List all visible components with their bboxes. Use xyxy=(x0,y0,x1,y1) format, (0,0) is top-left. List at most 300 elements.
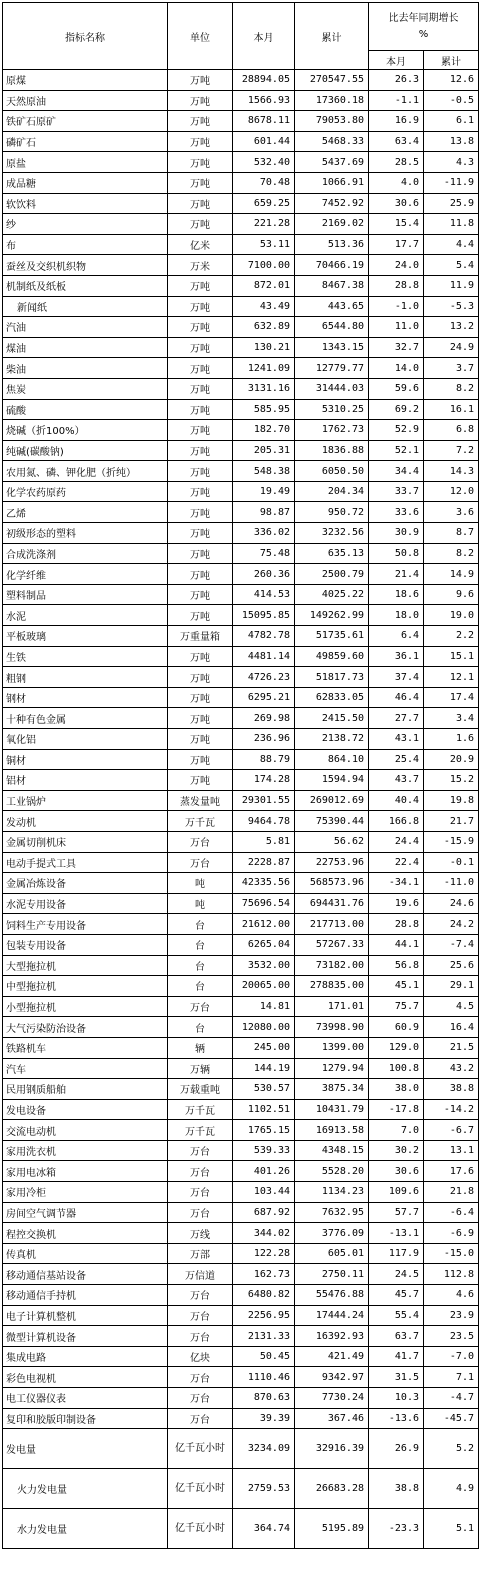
table-row xyxy=(3,1346,479,1367)
cell-growth-month: 33.7 xyxy=(369,481,424,502)
cell-growth-cumulative: 4.3 xyxy=(424,152,479,173)
cell-month-value: 144.19 xyxy=(233,1058,295,1079)
table-row xyxy=(3,564,479,585)
table-row xyxy=(3,1408,479,1429)
table-row xyxy=(3,976,479,997)
cell-indicator-name: 乙烯 xyxy=(3,502,168,523)
cell-unit: 辆 xyxy=(168,1037,233,1058)
table-row xyxy=(3,440,479,461)
cell-month-value: 28894.05 xyxy=(233,70,295,91)
table-row xyxy=(3,399,479,420)
cell-unit: 台 xyxy=(168,1017,233,1038)
cell-cumulative-value: 17444.24 xyxy=(295,1305,369,1326)
cell-unit: 万台 xyxy=(168,996,233,1017)
cell-month-value: 20065.00 xyxy=(233,976,295,997)
cell-indicator-name: 水力发电量 xyxy=(3,1509,168,1549)
cell-unit: 万千瓦 xyxy=(168,1120,233,1141)
cell-cumulative-value: 278835.00 xyxy=(295,976,369,997)
cell-unit: 万台 xyxy=(168,1388,233,1409)
cell-growth-cumulative: 6.1 xyxy=(424,111,479,132)
cell-indicator-name: 民用钢质船舶 xyxy=(3,1079,168,1100)
cell-unit: 万吨 xyxy=(168,770,233,791)
cell-unit: 万台 xyxy=(168,1305,233,1326)
cell-unit: 万载重吨 xyxy=(168,1079,233,1100)
cell-month-value: 1110.46 xyxy=(233,1367,295,1388)
cell-growth-cumulative: 23.5 xyxy=(424,1326,479,1347)
cell-unit: 万部 xyxy=(168,1243,233,1264)
cell-growth-month: 52.1 xyxy=(369,440,424,461)
cell-growth-month: 28.5 xyxy=(369,152,424,173)
cell-growth-cumulative: 6.8 xyxy=(424,420,479,441)
table-row xyxy=(3,1120,479,1141)
cell-month-value: 75.48 xyxy=(233,543,295,564)
cell-unit: 万吨 xyxy=(168,646,233,667)
cell-month-value: 548.38 xyxy=(233,461,295,482)
cell-cumulative-value: 5310.25 xyxy=(295,399,369,420)
cell-growth-cumulative: 13.1 xyxy=(424,1140,479,1161)
cell-growth-cumulative: 8.2 xyxy=(424,378,479,399)
cell-month-value: 75696.54 xyxy=(233,893,295,914)
cell-growth-cumulative: 14.9 xyxy=(424,564,479,585)
cell-unit: 万台 xyxy=(168,1182,233,1203)
cell-month-value: 50.45 xyxy=(233,1346,295,1367)
cell-indicator-name: 传真机 xyxy=(3,1243,168,1264)
cell-month-value: 585.95 xyxy=(233,399,295,420)
cell-growth-month: 30.2 xyxy=(369,1140,424,1161)
cell-growth-cumulative: 25.9 xyxy=(424,193,479,214)
cell-growth-month: -34.1 xyxy=(369,873,424,894)
cell-unit: 万重量箱 xyxy=(168,626,233,647)
cell-growth-month: -13.6 xyxy=(369,1408,424,1429)
table-row xyxy=(3,1099,479,1120)
table-row xyxy=(3,1429,479,1469)
cell-unit: 万吨 xyxy=(168,111,233,132)
cell-cumulative-value: 16913.58 xyxy=(295,1120,369,1141)
cell-indicator-name: 布 xyxy=(3,234,168,255)
cell-growth-month: 28.8 xyxy=(369,275,424,296)
cell-cumulative-value: 56.62 xyxy=(295,831,369,852)
cell-unit: 万吨 xyxy=(168,605,233,626)
header-indicator-name: 指标名称 xyxy=(3,3,168,70)
cell-growth-cumulative: 3.4 xyxy=(424,708,479,729)
cell-growth-cumulative: -11.9 xyxy=(424,172,479,193)
cell-indicator-name: 天然原油 xyxy=(3,90,168,111)
cell-cumulative-value: 32916.39 xyxy=(295,1429,369,1469)
cell-growth-cumulative: 15.2 xyxy=(424,770,479,791)
cell-cumulative-value: 950.72 xyxy=(295,502,369,523)
header-growth-title: 比去年同期增长 xyxy=(388,12,459,24)
cell-indicator-name: 钢材 xyxy=(3,687,168,708)
table-row xyxy=(3,131,479,152)
cell-cumulative-value: 1594.94 xyxy=(295,770,369,791)
cell-indicator-name: 软饮料 xyxy=(3,193,168,214)
cell-growth-cumulative: 24.6 xyxy=(424,893,479,914)
table-row xyxy=(3,873,479,894)
cell-indicator-name: 电子计算机整机 xyxy=(3,1305,168,1326)
cell-cumulative-value: 2169.02 xyxy=(295,214,369,235)
cell-month-value: 53.11 xyxy=(233,234,295,255)
cell-month-value: 659.25 xyxy=(233,193,295,214)
cell-growth-month: 22.4 xyxy=(369,852,424,873)
table-row xyxy=(3,461,479,482)
table-row xyxy=(3,914,479,935)
cell-indicator-name: 电动手提式工具 xyxy=(3,852,168,873)
table-row xyxy=(3,420,479,441)
cell-unit: 台 xyxy=(168,914,233,935)
cell-cumulative-value: 149262.99 xyxy=(295,605,369,626)
cell-month-value: 2256.95 xyxy=(233,1305,295,1326)
cell-growth-month: 28.8 xyxy=(369,914,424,935)
cell-cumulative-value: 367.46 xyxy=(295,1408,369,1429)
cell-month-value: 414.53 xyxy=(233,584,295,605)
table-row xyxy=(3,1140,479,1161)
cell-month-value: 6265.04 xyxy=(233,934,295,955)
cell-growth-cumulative: 29.1 xyxy=(424,976,479,997)
cell-growth-cumulative: 13.2 xyxy=(424,317,479,338)
cell-growth-month: 40.4 xyxy=(369,790,424,811)
table-row xyxy=(3,111,479,132)
cell-month-value: 98.87 xyxy=(233,502,295,523)
cell-growth-month: 18.0 xyxy=(369,605,424,626)
cell-cumulative-value: 17360.18 xyxy=(295,90,369,111)
cell-growth-cumulative: 1.6 xyxy=(424,729,479,750)
table-row xyxy=(3,378,479,399)
cell-unit: 亿千瓦小时 xyxy=(168,1469,233,1509)
cell-cumulative-value: 70466.19 xyxy=(295,255,369,276)
cell-growth-month: 7.0 xyxy=(369,1120,424,1141)
cell-growth-cumulative: 24.9 xyxy=(424,337,479,358)
cell-indicator-name: 生铁 xyxy=(3,646,168,667)
cell-unit: 万吨 xyxy=(168,131,233,152)
table-row xyxy=(3,90,479,111)
cell-growth-cumulative: 4.4 xyxy=(424,234,479,255)
cell-indicator-name: 金属切削机床 xyxy=(3,831,168,852)
cell-unit: 吨 xyxy=(168,873,233,894)
cell-cumulative-value: 2415.50 xyxy=(295,708,369,729)
cell-cumulative-value: 217713.00 xyxy=(295,914,369,935)
cell-month-value: 401.26 xyxy=(233,1161,295,1182)
cell-indicator-name: 原盐 xyxy=(3,152,168,173)
cell-month-value: 174.28 xyxy=(233,770,295,791)
cell-indicator-name: 成品糖 xyxy=(3,172,168,193)
cell-cumulative-value: 5195.89 xyxy=(295,1509,369,1549)
table-row xyxy=(3,893,479,914)
cell-growth-cumulative: -11.0 xyxy=(424,873,479,894)
cell-month-value: 88.79 xyxy=(233,749,295,770)
cell-unit: 万吨 xyxy=(168,708,233,729)
cell-growth-month: 129.0 xyxy=(369,1037,424,1058)
cell-unit: 万台 xyxy=(168,1367,233,1388)
cell-growth-month: 38.8 xyxy=(369,1469,424,1509)
cell-growth-cumulative: -14.2 xyxy=(424,1099,479,1120)
cell-unit: 万台 xyxy=(168,852,233,873)
cell-month-value: 130.21 xyxy=(233,337,295,358)
cell-month-value: 39.39 xyxy=(233,1408,295,1429)
cell-cumulative-value: 22753.96 xyxy=(295,852,369,873)
cell-growth-month: 14.0 xyxy=(369,358,424,379)
table-row xyxy=(3,1285,479,1306)
cell-growth-cumulative: 11.9 xyxy=(424,275,479,296)
cell-cumulative-value: 62833.05 xyxy=(295,687,369,708)
cell-growth-month: 52.9 xyxy=(369,420,424,441)
cell-indicator-name: 集成电路 xyxy=(3,1346,168,1367)
cell-indicator-name: 塑料制品 xyxy=(3,584,168,605)
cell-unit: 万台 xyxy=(168,1202,233,1223)
cell-month-value: 9464.78 xyxy=(233,811,295,832)
header-cumulative: 累计 xyxy=(295,3,369,70)
cell-growth-cumulative: 112.8 xyxy=(424,1264,479,1285)
cell-cumulative-value: 6544.80 xyxy=(295,317,369,338)
cell-growth-cumulative: 43.2 xyxy=(424,1058,479,1079)
cell-growth-month: 41.7 xyxy=(369,1346,424,1367)
cell-growth-cumulative: 4.6 xyxy=(424,1285,479,1306)
cell-cumulative-value: 421.49 xyxy=(295,1346,369,1367)
cell-indicator-name: 交流电动机 xyxy=(3,1120,168,1141)
cell-month-value: 3131.16 xyxy=(233,378,295,399)
cell-unit: 万吨 xyxy=(168,667,233,688)
cell-indicator-name: 烧碱（折100%） xyxy=(3,420,168,441)
cell-month-value: 532.40 xyxy=(233,152,295,173)
cell-cumulative-value: 3776.09 xyxy=(295,1223,369,1244)
cell-unit: 万吨 xyxy=(168,193,233,214)
cell-unit: 万台 xyxy=(168,1326,233,1347)
cell-month-value: 336.02 xyxy=(233,523,295,544)
cell-cumulative-value: 1343.15 xyxy=(295,337,369,358)
cell-unit: 万台 xyxy=(168,1285,233,1306)
table-row xyxy=(3,172,479,193)
cell-growth-month: 117.9 xyxy=(369,1243,424,1264)
cell-growth-cumulative: 11.8 xyxy=(424,214,479,235)
table-row xyxy=(3,996,479,1017)
cell-indicator-name: 金属冶炼设备 xyxy=(3,873,168,894)
cell-cumulative-value: 2500.79 xyxy=(295,564,369,585)
cell-indicator-name: 铁矿石原矿 xyxy=(3,111,168,132)
cell-unit: 万吨 xyxy=(168,420,233,441)
cell-growth-month: 33.6 xyxy=(369,502,424,523)
cell-growth-month: 166.8 xyxy=(369,811,424,832)
header-month: 本月 xyxy=(233,3,295,70)
table-row xyxy=(3,358,479,379)
cell-cumulative-value: 49859.60 xyxy=(295,646,369,667)
cell-unit: 万吨 xyxy=(168,749,233,770)
cell-indicator-name: 家用电冰箱 xyxy=(3,1161,168,1182)
cell-month-value: 4782.78 xyxy=(233,626,295,647)
cell-growth-month: 4.0 xyxy=(369,172,424,193)
cell-growth-month: 17.7 xyxy=(369,234,424,255)
cell-growth-cumulative: 12.1 xyxy=(424,667,479,688)
table-row xyxy=(3,852,479,873)
cell-month-value: 4481.14 xyxy=(233,646,295,667)
cell-month-value: 29301.55 xyxy=(233,790,295,811)
table-row xyxy=(3,296,479,317)
cell-unit: 万台 xyxy=(168,831,233,852)
cell-indicator-name: 发电设备 xyxy=(3,1099,168,1120)
table-row xyxy=(3,214,479,235)
cell-month-value: 601.44 xyxy=(233,131,295,152)
cell-cumulative-value: 75390.44 xyxy=(295,811,369,832)
cell-growth-cumulative: 3.6 xyxy=(424,502,479,523)
cell-month-value: 4726.23 xyxy=(233,667,295,688)
cell-growth-month: 75.7 xyxy=(369,996,424,1017)
header-growth-group xyxy=(369,3,479,51)
cell-unit: 亿米 xyxy=(168,234,233,255)
cell-month-value: 3532.00 xyxy=(233,955,295,976)
cell-unit: 台 xyxy=(168,934,233,955)
cell-month-value: 182.70 xyxy=(233,420,295,441)
cell-indicator-name: 机制纸及纸板 xyxy=(3,275,168,296)
table-row xyxy=(3,1469,479,1509)
cell-cumulative-value: 6050.50 xyxy=(295,461,369,482)
cell-growth-cumulative: 38.8 xyxy=(424,1079,479,1100)
cell-cumulative-value: 4025.22 xyxy=(295,584,369,605)
cell-cumulative-value: 73182.00 xyxy=(295,955,369,976)
cell-cumulative-value: 7730.24 xyxy=(295,1388,369,1409)
cell-cumulative-value: 79053.80 xyxy=(295,111,369,132)
cell-cumulative-value: 7452.92 xyxy=(295,193,369,214)
cell-cumulative-value: 513.36 xyxy=(295,234,369,255)
cell-growth-cumulative: -5.3 xyxy=(424,296,479,317)
cell-growth-cumulative: 17.4 xyxy=(424,687,479,708)
cell-month-value: 269.98 xyxy=(233,708,295,729)
cell-growth-month: 69.2 xyxy=(369,399,424,420)
cell-cumulative-value: 10431.79 xyxy=(295,1099,369,1120)
cell-growth-cumulative: 24.2 xyxy=(424,914,479,935)
cell-growth-month: -1.1 xyxy=(369,90,424,111)
cell-month-value: 236.96 xyxy=(233,729,295,750)
cell-month-value: 221.28 xyxy=(233,214,295,235)
cell-growth-cumulative: 17.6 xyxy=(424,1161,479,1182)
cell-month-value: 872.01 xyxy=(233,275,295,296)
cell-month-value: 6295.21 xyxy=(233,687,295,708)
cell-growth-month: 16.9 xyxy=(369,111,424,132)
cell-month-value: 8678.11 xyxy=(233,111,295,132)
cell-unit: 万吨 xyxy=(168,70,233,91)
cell-month-value: 21612.00 xyxy=(233,914,295,935)
cell-month-value: 2759.53 xyxy=(233,1469,295,1509)
header-growth-unit: % xyxy=(418,28,429,40)
cell-cumulative-value: 1762.73 xyxy=(295,420,369,441)
cell-growth-month: 10.3 xyxy=(369,1388,424,1409)
cell-growth-month: 60.9 xyxy=(369,1017,424,1038)
cell-growth-cumulative: 12.0 xyxy=(424,481,479,502)
table-row xyxy=(3,770,479,791)
cell-cumulative-value: 171.01 xyxy=(295,996,369,1017)
cell-growth-month: 38.0 xyxy=(369,1079,424,1100)
cell-growth-month: 45.1 xyxy=(369,976,424,997)
table-row xyxy=(3,584,479,605)
cell-growth-cumulative: 8.2 xyxy=(424,543,479,564)
cell-cumulative-value: 443.65 xyxy=(295,296,369,317)
cell-month-value: 6480.82 xyxy=(233,1285,295,1306)
table-row xyxy=(3,275,479,296)
cell-month-value: 122.28 xyxy=(233,1243,295,1264)
cell-indicator-name: 电工仪器仪表 xyxy=(3,1388,168,1409)
cell-indicator-name: 大气污染防治设备 xyxy=(3,1017,168,1038)
cell-month-value: 2131.33 xyxy=(233,1326,295,1347)
cell-cumulative-value: 1279.94 xyxy=(295,1058,369,1079)
cell-unit: 万吨 xyxy=(168,152,233,173)
cell-growth-cumulative: 19.8 xyxy=(424,790,479,811)
cell-indicator-name: 初级形态的塑料 xyxy=(3,523,168,544)
cell-indicator-name: 包装专用设备 xyxy=(3,934,168,955)
cell-growth-month: -13.1 xyxy=(369,1223,424,1244)
table-row xyxy=(3,1037,479,1058)
header-growth-month: 本月 xyxy=(369,51,424,70)
cell-unit: 万吨 xyxy=(168,378,233,399)
cell-month-value: 15095.85 xyxy=(233,605,295,626)
cell-month-value: 530.57 xyxy=(233,1079,295,1100)
cell-indicator-name: 工业锅炉 xyxy=(3,790,168,811)
cell-indicator-name: 火力发电量 xyxy=(3,1469,168,1509)
cell-growth-cumulative: 21.8 xyxy=(424,1182,479,1203)
cell-growth-cumulative: 21.7 xyxy=(424,811,479,832)
cell-unit: 万吨 xyxy=(168,729,233,750)
cell-cumulative-value: 8467.38 xyxy=(295,275,369,296)
cell-month-value: 1765.15 xyxy=(233,1120,295,1141)
cell-month-value: 2228.87 xyxy=(233,852,295,873)
cell-indicator-name: 氧化铝 xyxy=(3,729,168,750)
table-row xyxy=(3,1326,479,1347)
cell-unit: 吨 xyxy=(168,893,233,914)
cell-growth-month: 109.6 xyxy=(369,1182,424,1203)
cell-indicator-name: 彩色电视机 xyxy=(3,1367,168,1388)
cell-growth-month: 30.9 xyxy=(369,523,424,544)
cell-indicator-name: 焦炭 xyxy=(3,378,168,399)
cell-month-value: 344.02 xyxy=(233,1223,295,1244)
cell-growth-month: 11.0 xyxy=(369,317,424,338)
table-row xyxy=(3,1161,479,1182)
cell-cumulative-value: 1134.23 xyxy=(295,1182,369,1203)
table-row xyxy=(3,543,479,564)
cell-unit: 台 xyxy=(168,955,233,976)
cell-cumulative-value: 26683.28 xyxy=(295,1469,369,1509)
cell-growth-month: 46.4 xyxy=(369,687,424,708)
table-row xyxy=(3,955,479,976)
cell-indicator-name: 发电量 xyxy=(3,1429,168,1469)
table-row xyxy=(3,1058,479,1079)
cell-growth-month: 32.7 xyxy=(369,337,424,358)
cell-month-value: 870.63 xyxy=(233,1388,295,1409)
cell-cumulative-value: 51817.73 xyxy=(295,667,369,688)
cell-growth-month: 63.7 xyxy=(369,1326,424,1347)
cell-cumulative-value: 694431.76 xyxy=(295,893,369,914)
cell-indicator-name: 纯碱(碳酸钠) xyxy=(3,440,168,461)
cell-growth-month: 56.8 xyxy=(369,955,424,976)
cell-growth-cumulative: -45.7 xyxy=(424,1408,479,1429)
cell-month-value: 5.81 xyxy=(233,831,295,852)
cell-growth-month: 21.4 xyxy=(369,564,424,585)
cell-unit: 万吨 xyxy=(168,358,233,379)
cell-growth-cumulative: -6.4 xyxy=(424,1202,479,1223)
cell-indicator-name: 铜材 xyxy=(3,749,168,770)
cell-indicator-name: 煤油 xyxy=(3,337,168,358)
cell-growth-cumulative: 3.7 xyxy=(424,358,479,379)
cell-growth-cumulative: 4.9 xyxy=(424,1469,479,1509)
cell-indicator-name: 程控交换机 xyxy=(3,1223,168,1244)
cell-indicator-name: 铝材 xyxy=(3,770,168,791)
cell-unit: 万吨 xyxy=(168,214,233,235)
cell-growth-month: 37.4 xyxy=(369,667,424,688)
table-row xyxy=(3,934,479,955)
cell-indicator-name: 合成洗涤剂 xyxy=(3,543,168,564)
cell-indicator-name: 铁路机车 xyxy=(3,1037,168,1058)
cell-unit: 万吨 xyxy=(168,523,233,544)
cell-growth-month: 30.6 xyxy=(369,193,424,214)
cell-indicator-name: 微型计算机设备 xyxy=(3,1326,168,1347)
cell-month-value: 14.81 xyxy=(233,996,295,1017)
cell-growth-month: 30.6 xyxy=(369,1161,424,1182)
cell-growth-cumulative: 20.9 xyxy=(424,749,479,770)
